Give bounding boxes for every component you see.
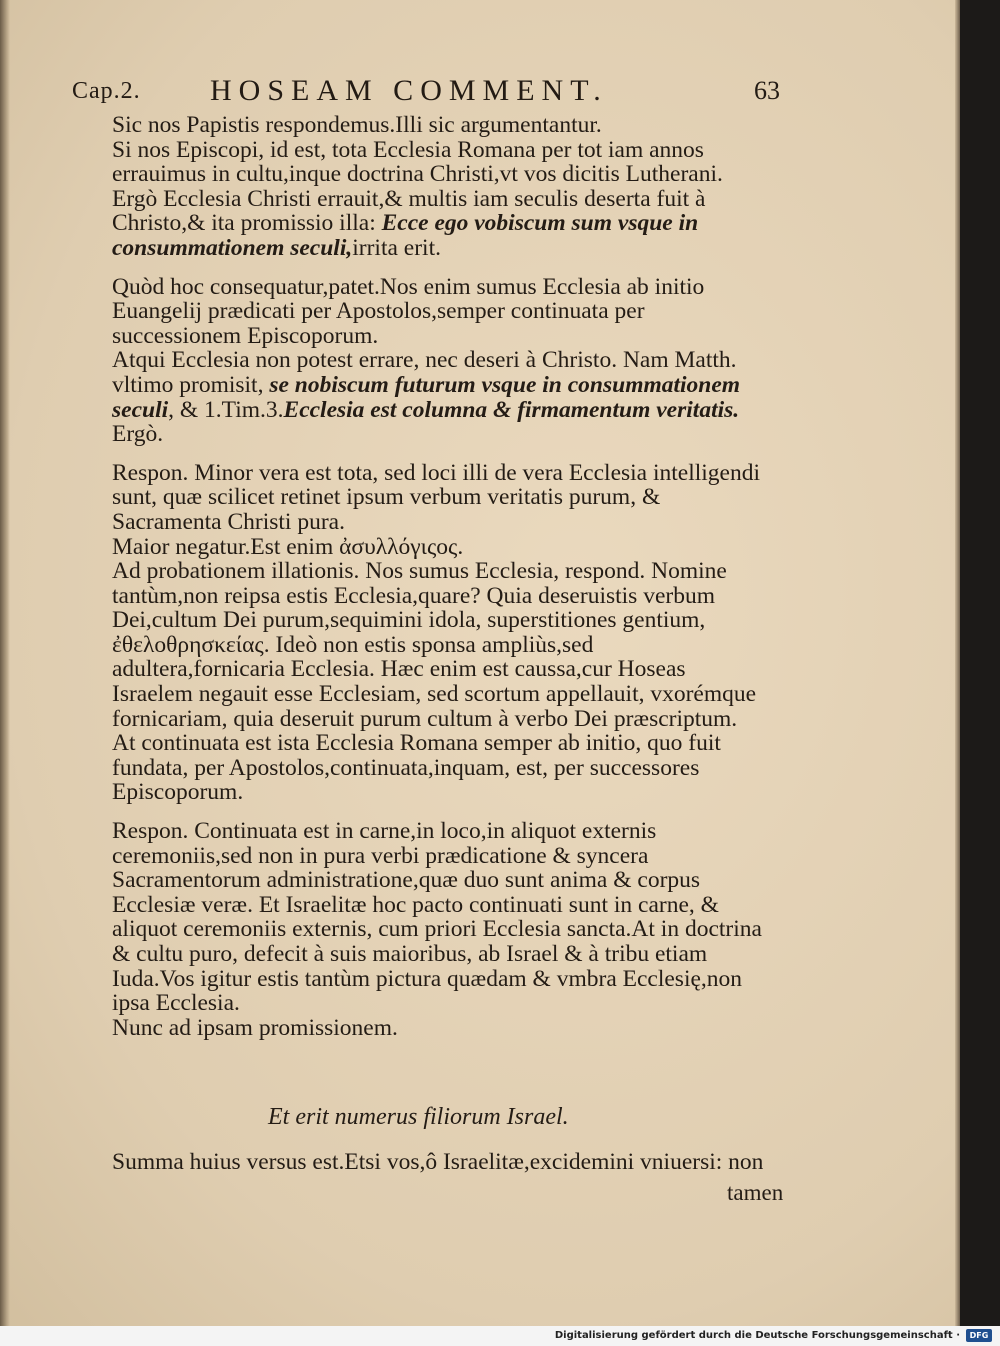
- paragraph-7: [112, 461, 772, 535]
- page-left-edge: [0, 0, 10, 1326]
- body-text: [112, 113, 772, 1040]
- funding-notice: Digitalisierung gefördert durch die Deutsche Forschungsgemeinschaft ·: [554, 1330, 960, 1341]
- paragraph-2: [112, 138, 772, 187]
- paragraph-12: [112, 1016, 772, 1041]
- paragraph-text: Ergò.: [112, 421, 164, 448]
- catchword: tamen: [727, 1180, 784, 1205]
- paragraph-9: [112, 559, 772, 731]
- paragraph-3: [112, 187, 772, 261]
- dfg-logo: DFG: [966, 1329, 992, 1342]
- paragraph-11: [112, 819, 772, 1016]
- paragraph-4: [112, 275, 772, 349]
- paragraph-text: Ergò Ecclesia Christi errauit,& multis iam seculis deserta fuit à Christo,& ita promissio illa:: [112, 185, 706, 237]
- verse-heading: Et erit numerus filiorum Israel.: [268, 1104, 569, 1130]
- last-paragraph: Summa huius versus est.Etsi vos,ô Israelitæ,excidemini vniuersi: non: [112, 1149, 764, 1175]
- paragraph-text: Sic nos Papistis respondemus.Illi sic argumentantur.: [112, 112, 602, 138]
- page-number: 63: [754, 76, 780, 105]
- paragraph-text: At continuata est ista Ecclesia Romana semper ab initio, quo fuit fundata, per Apostolos,continuata,inquam, est, per successores Episcoporum.: [112, 730, 721, 806]
- footer-bar: [0, 1326, 1000, 1346]
- paragraph-10: [112, 731, 772, 805]
- paragraph-text: irrita erit.: [352, 234, 441, 261]
- paragraph-text: , & 1.Tim.3.: [168, 396, 284, 423]
- paragraph-text: Respon. Continuata est in carne,in loco,in aliquot externis ceremoniis,sed non in pura verbi prædicatione & syncera Sacramentorum administratione,quæ duo sunt anima & corpus Ecclesiæ veræ. Et Israelitæ hoc pacto continuati sunt in carne, & aliquot ceremoniis externis, cum priori Ecclesia sancta.At in doctrina & cultu puro, defecit à suis maioribus, ab Israel & à tribu etiam Iuda.Vos igitur estis tantùm pictura quædam & vmbra Ecclesię,non ipsa Ecclesia.: [112, 818, 762, 1017]
- page-header: [72, 74, 780, 108]
- paragraph-text: Nunc ad ipsam promissionem.: [112, 1014, 398, 1041]
- paragraph-text: Si nos Episcopi, id est, tota Ecclesia Romana per tot iam annos errauimus in cultu,inque doctrina Christi,vt vos dicitis Lutherani.: [112, 136, 723, 188]
- paragraph-8: [112, 535, 772, 560]
- scripture-quote: Ecce ego vobiscum sum vsque in consummationem seculi,: [112, 210, 699, 261]
- paragraph-text: Atqui Ecclesia non potest errare, nec deseri à Christo. Nam Matth. vltimo promisit,: [112, 347, 737, 398]
- scripture-quote: Ecclesia est columna & firmamentum veritatis.: [283, 396, 740, 423]
- chapter-label: Cap.2.: [72, 78, 141, 104]
- running-title: HOSEAM COMMENT.: [210, 74, 608, 107]
- paragraph-text: Ad probationem illationis. Nos sumus Ecclesia, respond. Nomine tantùm,non reipsa estis Ecclesia,quare? Quia deseruistis verbum Dei,cultum Dei purum,sequimini idola, superstitiones gentium, ἐθελοθρησκείας. Ideò non estis sponsa ampliùs,sed adultera,fornicaria Ecclesia. Hæc enim est caussa,cur Hoseas Israelem negauit esse Ecclesiam, sed scortum appellauit, vxorémque fornicariam, quia deseruit purum cultum à verbo Dei præscriptum.: [112, 558, 757, 732]
- paragraph-text: Respon. Minor vera est tota, sed loci illi de vera Ecclesia intelligendi sunt, quæ scilicet retinet ipsum verbum veritatis purum, & Sacramenta Christi pura.: [112, 459, 761, 535]
- page-right-edge: [955, 0, 960, 1326]
- scripture-quote: se nobiscum futurum vsque in consummationem seculi: [112, 371, 741, 423]
- paragraph-5: [112, 348, 772, 422]
- paragraph-text: Maior negatur.Est enim ἀσυλλόγιςος.: [112, 533, 464, 560]
- paragraph-1: [112, 113, 772, 138]
- paragraph-text: Quòd hoc consequatur,patet.Nos enim sumus Ecclesia ab initio Euangelij prædicati per Apostolos,semper continuata per successionem Episcoporum.: [112, 273, 705, 349]
- paragraph-6: [112, 422, 772, 447]
